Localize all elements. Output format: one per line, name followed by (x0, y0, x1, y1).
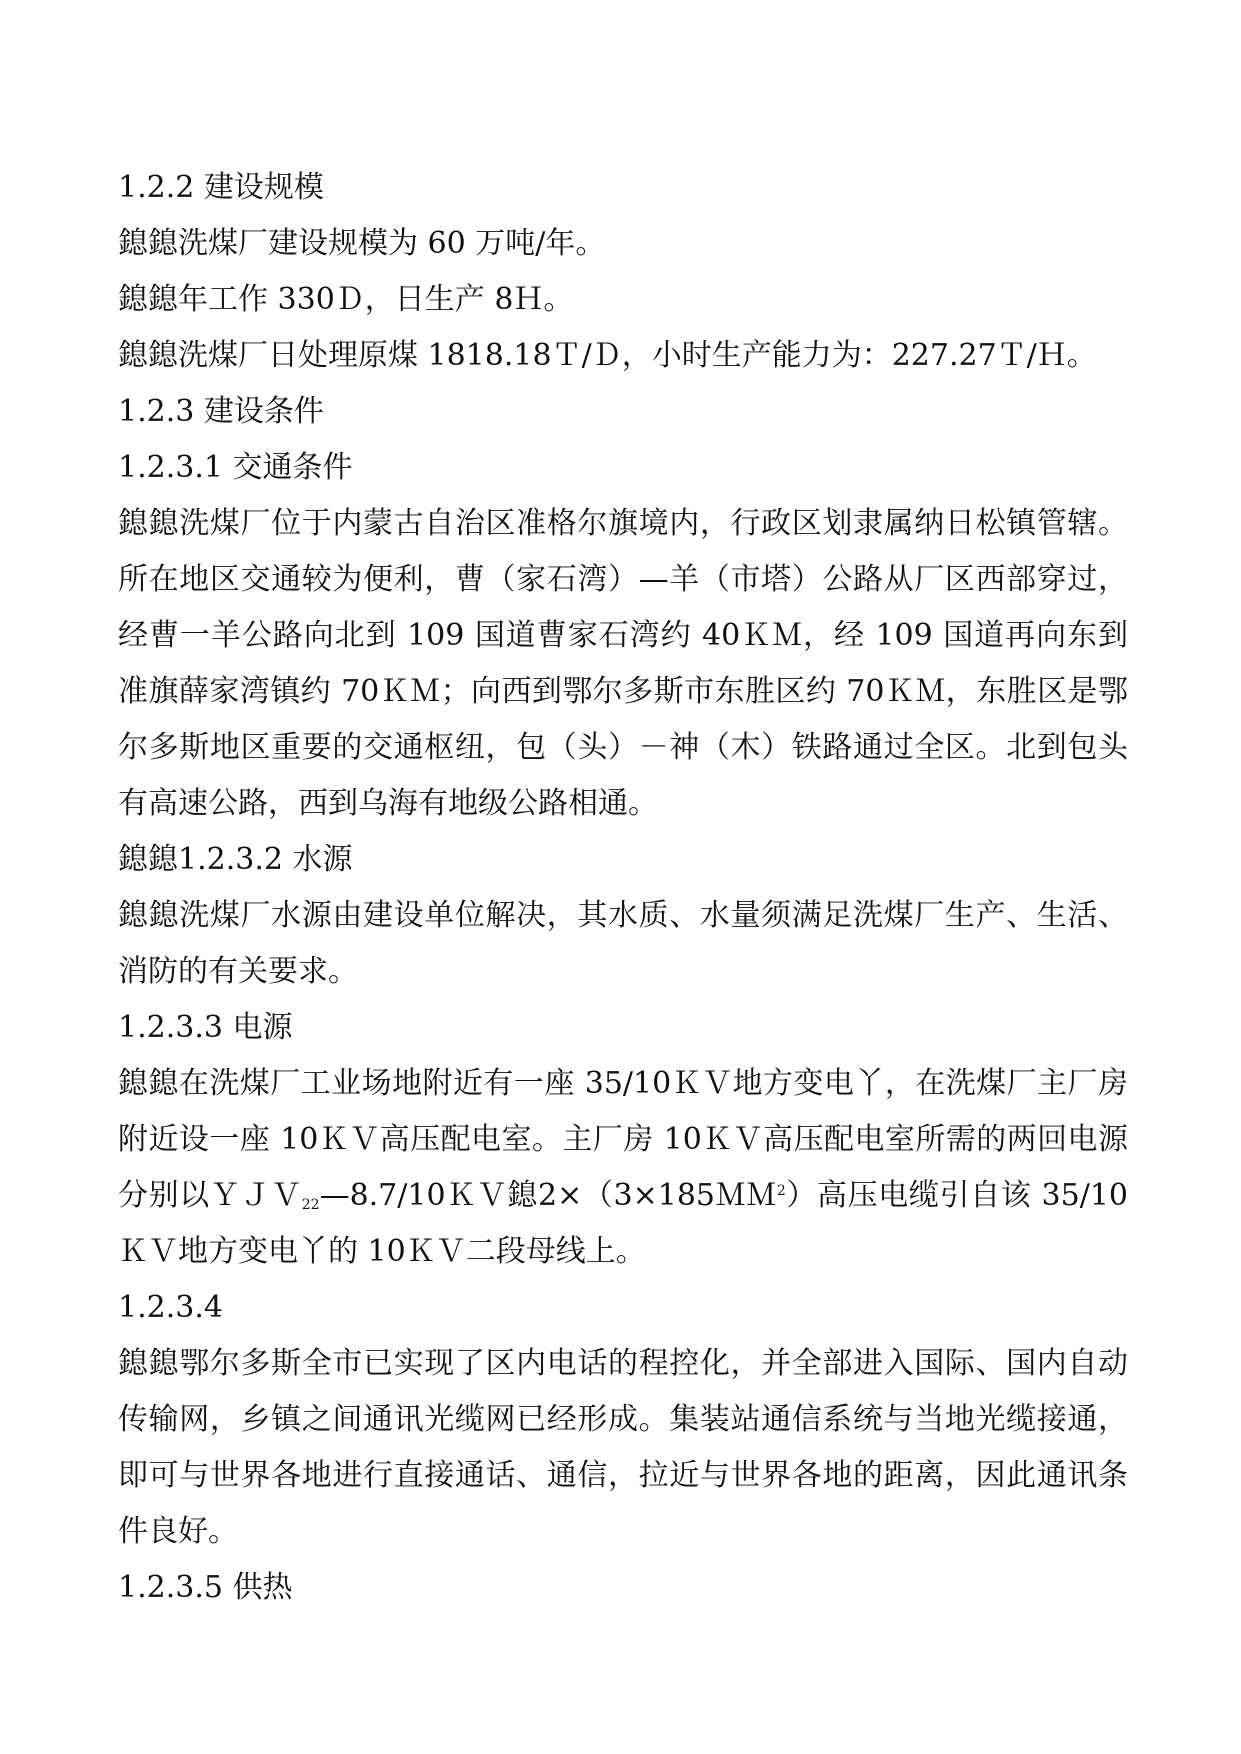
paragraph: 鎴鎴洗煤厂日处理原煤 1818.18Ｔ/Ｄ，小时生产能力为：227.27Ｔ/Ｈ。 (118, 338, 1097, 373)
section-heading: 1.2.3.4 (118, 1290, 223, 1325)
paragraph-text: —8.7/10ＫＶ鎴2×（3×185ＭＭ (319, 1178, 777, 1213)
paragraph: 鎴鎴洗煤厂水源由建设单位解决，其水质、水量须满足洗煤厂生产、生活、消防的有关要求。 (118, 898, 1128, 989)
paragraph-text: 鎴鎴在洗煤厂工业场地附近有一座 35/10ＫＶ地方变电丫，在洗煤厂主厂房附近设一座 10ＫＶ高压配电室。主厂房 10ＫＶ高压配电室所需的两回电源分别以ＹＪＶ (118, 1066, 1128, 1213)
section-heading: 1.2.3 建设条件 (118, 394, 324, 429)
subscript: 22 (301, 1197, 320, 1213)
paragraph (118, 1056, 1128, 1280)
section-heading: 1.2.3.5 供热 (118, 1570, 293, 1605)
paragraph: 鎴鎴洗煤厂建设规模为 60 万吨/年。 (118, 226, 606, 261)
paragraph: 鎴鎴洗煤厂位于内蒙古自治区准格尔旗境内，行政区划隶属纳日松镇管辖。所在地区交通较为便利，曹（家石湾）—羊（市塔）公路从厂区西部穿过，经曹一羊公路向北到 109 国道曹家石湾约 40ＫＭ，经 109 国道再向东到准旗薛家湾镇约 70ＫＭ；向西到鄂尔多斯市东胜区约 70ＫＭ，东胜区是鄂尔多斯地区重要的交通枢纽，包（头）－神（木）铁路通过全区。北到包头有高速公路，西到乌海有地级公路相通。 (118, 506, 1128, 821)
document-body (118, 160, 1128, 1616)
paragraph-text: ）高压电缆引自该 35/10ＫＶ地方变电丫的 10ＫＶ二段母线上。 (118, 1178, 1128, 1269)
paragraph: 鎴鎴鄂尔多斯全市已实现了区内电话的程控化，并全部进入国际、国内自动传输网，乡镇之间通讯光缆网已经形成。集装站通信系统与当地光缆接通，即可与世界各地进行直接通话、通信，拉近与世界各地的距离，因此通讯条件良好。 (118, 1346, 1128, 1549)
section-heading: 鎴鎴1.2.3.2 水源 (118, 842, 353, 877)
section-heading: 1.2.3.1 交通条件 (118, 450, 353, 485)
superscript: 2 (776, 1183, 786, 1199)
paragraph: 鎴鎴年工作 330Ｄ，日生产 8Ｈ。 (118, 282, 574, 317)
section-heading: 1.2.2 建设规模 (118, 170, 324, 205)
section-heading: 1.2.3.3 电源 (118, 1010, 293, 1045)
